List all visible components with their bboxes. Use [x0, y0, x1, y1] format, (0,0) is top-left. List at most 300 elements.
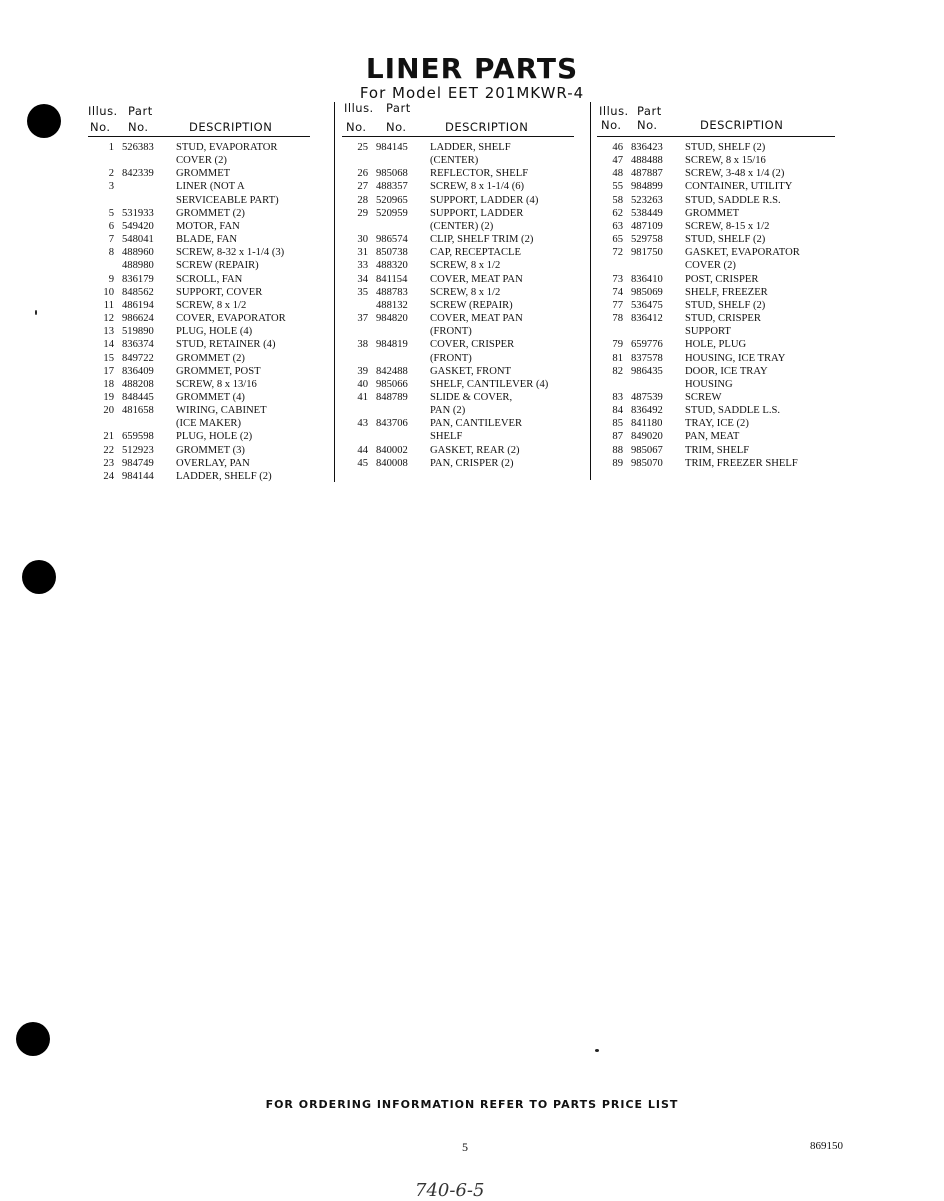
part-description: COVER, CRISPER	[430, 339, 515, 351]
illus-number: 18	[103, 378, 114, 390]
parts-row	[88, 246, 310, 259]
parts-row	[597, 246, 835, 259]
parts-list	[88, 141, 310, 483]
parts-row	[88, 417, 310, 430]
parts-row	[88, 233, 310, 246]
page-number: 5	[462, 1140, 468, 1154]
part-description: SCREW, 8 x 1/2	[430, 260, 501, 272]
part-description: HOLE, PLUG	[685, 339, 747, 351]
illus-number: 78	[612, 313, 623, 325]
part-description: GROMMET	[685, 207, 740, 219]
part-number	[368, 430, 420, 443]
illus-number: 74	[612, 286, 623, 298]
parts-row	[342, 286, 574, 299]
part-description: GROMMET, POST	[176, 365, 261, 377]
page-subtitle: For Model EET 201MKWR-4	[359, 84, 585, 102]
illus-number: 22	[103, 444, 114, 456]
part-description: SHELF, FREEZER	[685, 286, 768, 298]
part-description: SCREW (REPAIR)	[176, 260, 259, 272]
parts-row	[88, 470, 310, 483]
part-description: COVER (2)	[176, 155, 227, 167]
header-no: No.	[601, 118, 622, 132]
part-number: 981750	[631, 247, 663, 259]
column-header	[342, 101, 574, 136]
illus-number: 24	[103, 470, 114, 482]
part-description: SHELF, CANTILEVER (4)	[430, 378, 549, 390]
parts-list	[342, 141, 574, 470]
part-number: 659776	[631, 339, 663, 351]
part-description: SCREW (REPAIR)	[430, 299, 513, 311]
part-description: COVER, MEAT PAN	[430, 273, 523, 285]
part-description: STUD, SHELF (2)	[685, 299, 766, 311]
part-description: LADDER, SHELF (2)	[176, 470, 272, 482]
header-part: Part	[637, 104, 662, 118]
part-description: SCREW, 8 x 1/2	[176, 299, 247, 311]
parts-row	[88, 207, 310, 220]
illus-number: 40	[357, 378, 368, 390]
header-no: No.	[346, 120, 367, 134]
illus-number: 12	[103, 313, 114, 325]
part-description: HOUSING	[685, 378, 733, 390]
header-description: DESCRIPTION	[445, 120, 529, 134]
part-description: STUD, EVAPORATOR	[176, 142, 278, 153]
part-description: TRIM, SHELF	[685, 444, 750, 456]
part-number: 548041	[122, 234, 154, 246]
illus-number: 88	[612, 444, 623, 456]
illus-number	[88, 259, 114, 272]
part-number: 523263	[631, 194, 663, 206]
part-description: GROMMET (2)	[176, 352, 245, 364]
part-description: LINER (NOT A	[176, 181, 245, 193]
part-number: 985067	[631, 444, 663, 456]
part-number: 984145	[376, 142, 408, 153]
part-description: REFLECTOR, SHELF	[430, 168, 529, 180]
part-number: 488960	[122, 247, 154, 259]
part-number: 488783	[376, 286, 408, 298]
part-number	[368, 154, 420, 167]
part-description: GASKET, FRONT	[430, 365, 512, 377]
parts-row	[597, 194, 835, 207]
part-number: 984144	[122, 470, 154, 482]
illus-number: 35	[357, 286, 368, 298]
parts-row	[597, 286, 835, 299]
column-header	[88, 104, 310, 136]
part-description: PAN, CANTILEVER	[430, 418, 523, 430]
header-no: No.	[386, 120, 407, 134]
part-number: 985068	[376, 168, 408, 180]
parts-row	[597, 154, 835, 167]
part-number: 486194	[122, 299, 154, 311]
part-description: COVER, MEAT PAN	[430, 313, 523, 325]
illus-number: 46	[612, 142, 623, 153]
header-illus: Illus.	[88, 104, 118, 118]
illus-number: 72	[612, 247, 623, 259]
part-description: DOOR, ICE TRAY	[685, 365, 768, 377]
parts-row	[88, 194, 310, 207]
part-number: 986624	[122, 313, 154, 325]
part-description: SUPPORT	[685, 326, 731, 338]
illus-number: 30	[357, 234, 368, 246]
parts-row	[88, 299, 310, 312]
illus-number: 77	[612, 299, 623, 311]
parts-row	[597, 167, 835, 180]
page-title: LINER PARTS	[365, 52, 579, 85]
part-description: SCREW	[685, 391, 722, 403]
part-description: PLUG, HOLE (4)	[176, 326, 253, 338]
illus-number: 23	[103, 457, 114, 469]
header-description: DESCRIPTION	[189, 120, 273, 134]
part-description: CONTAINER, UTILITY	[685, 181, 793, 193]
parts-column-1	[88, 104, 310, 483]
illus-number: 2	[108, 168, 114, 180]
column-divider	[590, 102, 591, 480]
part-description: BLADE, FAN	[176, 234, 238, 246]
illus-number: 39	[357, 365, 368, 377]
part-description: POST, CRISPER	[685, 273, 759, 285]
part-description: PAN, CRISPER (2)	[430, 457, 514, 469]
part-description: MOTOR, FAN	[176, 220, 240, 232]
parts-row	[342, 430, 574, 443]
part-number: 520965	[376, 194, 408, 206]
part-description: STUD, SHELF (2)	[685, 234, 766, 246]
part-number: 836374	[122, 339, 154, 351]
parts-row	[88, 312, 310, 325]
parts-row	[88, 404, 310, 417]
header-part: Part	[386, 101, 411, 115]
column-header	[597, 104, 835, 136]
part-number	[623, 378, 675, 391]
illus-number: 19	[103, 391, 114, 403]
parts-row	[342, 233, 574, 246]
part-description: SCROLL, FAN	[176, 273, 243, 285]
parts-row	[597, 391, 835, 404]
illus-number: 45	[357, 457, 368, 469]
part-number: 488980	[122, 260, 154, 272]
part-number: 488488	[631, 155, 663, 167]
parts-row	[88, 259, 310, 272]
part-description: SCREW, 8-15 x 1/2	[685, 220, 770, 232]
illus-number	[342, 352, 368, 365]
parts-row	[88, 286, 310, 299]
header-rule	[342, 136, 574, 137]
part-description: STUD, SADDLE R.S.	[685, 194, 781, 206]
parts-row	[88, 444, 310, 457]
header-no: No.	[90, 120, 111, 134]
part-description: STUD, RETAINER (4)	[176, 339, 276, 351]
part-description: GROMMET	[176, 168, 231, 180]
part-description: PLUG, HOLE (2)	[176, 431, 253, 443]
illus-number: 13	[103, 326, 114, 338]
part-number: 538449	[631, 207, 663, 219]
part-number: 849020	[631, 431, 663, 443]
parts-row	[597, 220, 835, 233]
part-description: (CENTER)	[430, 155, 479, 167]
speck	[595, 1049, 599, 1052]
illus-number	[597, 378, 623, 391]
illus-number: 58	[612, 194, 623, 206]
illus-number	[342, 220, 368, 233]
parts-column-2	[342, 101, 574, 470]
part-number: 985070	[631, 457, 663, 469]
illus-number: 15	[103, 352, 114, 364]
illus-number: 34	[357, 273, 368, 285]
part-number	[114, 154, 166, 167]
header-illus: Illus.	[599, 104, 629, 118]
parts-row	[597, 430, 835, 443]
part-number: 849722	[122, 352, 154, 364]
part-number: 519890	[122, 326, 154, 338]
part-number: 841154	[376, 273, 408, 285]
illus-number: 26	[357, 168, 368, 180]
parts-row	[88, 180, 310, 193]
handwritten-note: 740-6-5	[415, 1180, 485, 1201]
illus-number: 8	[108, 247, 114, 259]
part-number: 985066	[376, 378, 408, 390]
parts-row	[342, 417, 574, 430]
illus-number: 63	[612, 220, 623, 232]
parts-row	[597, 352, 835, 365]
parts-row	[597, 180, 835, 193]
illus-number	[88, 417, 114, 430]
part-number: 840002	[376, 444, 408, 456]
parts-row	[597, 273, 835, 286]
parts-row	[88, 273, 310, 286]
parts-row	[342, 378, 574, 391]
part-number: 531933	[122, 207, 154, 219]
parts-row	[342, 404, 574, 417]
illus-number: 27	[357, 181, 368, 193]
part-description: CAP, RECEPTACLE	[430, 247, 521, 259]
part-description: STUD, SADDLE L.S.	[685, 405, 781, 417]
parts-row	[342, 246, 574, 259]
part-number: 488208	[122, 378, 154, 390]
parts-row	[597, 365, 835, 378]
parts-row	[342, 180, 574, 193]
header-no: No.	[128, 120, 149, 134]
illus-number	[342, 325, 368, 338]
part-number	[368, 220, 420, 233]
illus-number: 25	[357, 142, 368, 153]
part-description: SCREW, 8 x 1-1/4 (6)	[430, 181, 525, 193]
part-number	[623, 325, 675, 338]
part-number: 836410	[631, 273, 663, 285]
part-description: GASKET, EVAPORATOR	[685, 247, 800, 259]
illus-number: 84	[612, 405, 623, 417]
part-number: 488357	[376, 181, 408, 193]
parts-row	[88, 141, 310, 154]
parts-row	[342, 259, 574, 272]
part-number: 659598	[122, 431, 154, 443]
illus-number: 81	[612, 352, 623, 364]
illus-number: 38	[357, 339, 368, 351]
part-number	[368, 404, 420, 417]
parts-row	[597, 378, 835, 391]
part-number: 984819	[376, 339, 408, 351]
illus-number	[342, 404, 368, 417]
illus-number: 10	[103, 286, 114, 298]
part-number: 526383	[122, 142, 154, 153]
part-description: SCREW, 8 x 1/2	[430, 286, 501, 298]
part-number: 512923	[122, 444, 154, 456]
part-number: 837578	[631, 352, 663, 364]
illus-number	[597, 259, 623, 272]
binder-hole-bottom	[16, 1022, 50, 1056]
parts-row	[88, 365, 310, 378]
illus-number	[88, 154, 114, 167]
part-description: SUPPORT, LADDER (4)	[430, 194, 539, 206]
parts-row	[597, 233, 835, 246]
parts-row	[342, 207, 574, 220]
part-number: 986435	[631, 365, 663, 377]
parts-row	[342, 338, 574, 351]
part-number: 984749	[122, 457, 154, 469]
parts-row	[342, 457, 574, 470]
parts-row	[342, 154, 574, 167]
parts-row	[342, 312, 574, 325]
part-number: 848445	[122, 391, 154, 403]
illus-number	[597, 325, 623, 338]
part-description: TRIM, FREEZER SHELF	[685, 457, 798, 469]
illus-number: 85	[612, 418, 623, 430]
part-description: STUD, CRISPER	[685, 313, 761, 325]
part-number	[368, 352, 420, 365]
parts-row	[88, 430, 310, 443]
part-description: CLIP, SHELF TRIM (2)	[430, 234, 534, 246]
illus-number: 89	[612, 457, 623, 469]
part-description: SCREW, 8 x 15/16	[685, 155, 766, 167]
part-description: PAN (2)	[430, 405, 466, 417]
part-description: SERVICEABLE PART)	[176, 194, 279, 206]
header-rule	[88, 136, 310, 137]
part-number: 841180	[631, 418, 663, 430]
part-description: SCREW, 8 x 13/16	[176, 378, 257, 390]
part-description: SCREW, 3-48 x 1/4 (2)	[685, 168, 785, 180]
part-number: 985069	[631, 286, 663, 298]
illus-number	[88, 194, 114, 207]
illus-number: 44	[357, 444, 368, 456]
part-description: GASKET, REAR (2)	[430, 444, 520, 456]
part-number: 850738	[376, 247, 408, 259]
parts-row	[342, 391, 574, 404]
part-number: 836492	[631, 405, 663, 417]
binder-hole-top	[27, 104, 61, 138]
part-number	[368, 325, 420, 338]
part-number: 842488	[376, 365, 408, 377]
parts-row	[88, 154, 310, 167]
part-number: 488320	[376, 260, 408, 272]
illus-number: 73	[612, 273, 623, 285]
part-number: 487539	[631, 391, 663, 403]
part-description: SLIDE & COVER,	[430, 391, 513, 403]
illus-number: 79	[612, 339, 623, 351]
parts-row	[597, 444, 835, 457]
illus-number: 29	[357, 207, 368, 219]
part-number: 848562	[122, 286, 154, 298]
parts-row	[597, 404, 835, 417]
part-number: 843706	[376, 418, 408, 430]
parts-row	[88, 391, 310, 404]
part-description: (ICE MAKER)	[176, 418, 242, 430]
part-description: WIRING, CABINET	[176, 405, 267, 417]
parts-row	[597, 141, 835, 154]
illus-number	[342, 430, 368, 443]
illus-number: 55	[612, 181, 623, 193]
illus-number: 82	[612, 365, 623, 377]
parts-row	[342, 352, 574, 365]
part-description: SUPPORT, COVER	[176, 286, 263, 298]
illus-number: 41	[357, 391, 368, 403]
illus-number: 62	[612, 207, 623, 219]
illus-number	[342, 154, 368, 167]
part-number: 836423	[631, 142, 663, 153]
part-number: 984820	[376, 313, 408, 325]
part-description: OVERLAY, PAN	[176, 457, 250, 469]
part-number: 487109	[631, 220, 663, 232]
header-no: No.	[637, 118, 658, 132]
illus-number: 37	[357, 313, 368, 325]
parts-row	[342, 194, 574, 207]
binder-hole-middle	[22, 560, 56, 594]
part-number: 487887	[631, 168, 663, 180]
part-description: SCREW, 8-32 x 1-1/4 (3)	[176, 247, 285, 259]
illus-number: 21	[103, 431, 114, 443]
parts-row	[342, 325, 574, 338]
part-description: (CENTER) (2)	[430, 220, 494, 232]
part-description: SUPPORT, LADDER	[430, 207, 524, 219]
header-illus: Illus.	[344, 101, 374, 115]
parts-row	[597, 457, 835, 470]
part-number: 986574	[376, 234, 408, 246]
part-description: GROMMET (2)	[176, 207, 245, 219]
parts-row	[342, 220, 574, 233]
part-number: 836409	[122, 365, 154, 377]
parts-row	[88, 457, 310, 470]
part-number: 836179	[122, 273, 154, 285]
illus-number: 6	[108, 220, 114, 232]
part-number: 848789	[376, 391, 408, 403]
parts-row	[342, 141, 574, 154]
part-number	[114, 417, 166, 430]
part-number: 536475	[631, 299, 663, 311]
part-description: SHELF	[430, 431, 463, 443]
part-description: STUD, SHELF (2)	[685, 142, 766, 153]
illus-number: 33	[357, 260, 368, 272]
part-number	[623, 259, 675, 272]
parts-row	[597, 299, 835, 312]
parts-row	[342, 299, 574, 312]
parts-row	[88, 338, 310, 351]
part-number: 520959	[376, 207, 408, 219]
illus-number: 14	[103, 339, 114, 351]
illus-number	[342, 299, 368, 312]
part-description: LADDER, SHELF	[430, 142, 511, 153]
part-number	[114, 180, 166, 193]
parts-row	[88, 378, 310, 391]
parts-row	[88, 167, 310, 180]
part-number: 984899	[631, 181, 663, 193]
part-description: TRAY, ICE (2)	[685, 418, 749, 430]
parts-list	[597, 141, 835, 470]
illus-number: 47	[612, 155, 623, 167]
illus-number: 65	[612, 234, 623, 246]
part-number: 481658	[122, 405, 154, 417]
part-description: PAN, MEAT	[685, 431, 740, 443]
parts-row	[342, 167, 574, 180]
illus-number: 11	[103, 299, 114, 311]
illus-number: 1	[108, 142, 114, 153]
illus-number: 43	[357, 418, 368, 430]
part-description: COVER, EVAPORATOR	[176, 313, 286, 325]
